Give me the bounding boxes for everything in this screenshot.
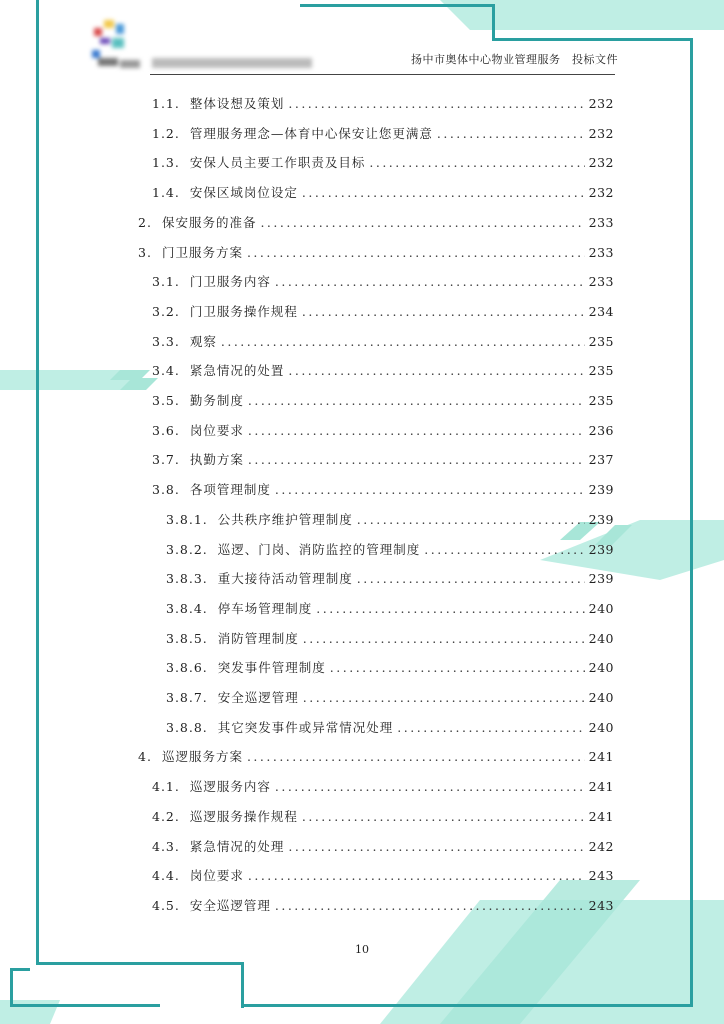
toc-entry-leader	[275, 898, 585, 913]
toc-entry-page: 237	[588, 452, 614, 468]
toc-entry[interactable]	[166, 599, 614, 621]
toc-entry-page: 235	[588, 393, 614, 408]
toc-entry-page: 241	[588, 779, 614, 795]
toc-entry-page: 242	[588, 838, 614, 854]
toc-entry-leader	[288, 363, 584, 378]
toc-entry-number: 4.4.	[152, 868, 180, 884]
toc-entry-title: 安保人员主要工作职责及目标	[189, 155, 366, 171]
toc-entry-leader	[247, 245, 585, 260]
toc-entry-number: 1.4.	[152, 185, 180, 201]
toc-entry-title: 消防管理制度	[217, 630, 299, 646]
toc-entry-page: 234	[588, 303, 614, 319]
toc-entry-page: 232	[588, 125, 614, 141]
toc-entry-title: 巡逻服务操作规程	[189, 808, 298, 824]
toc-entry-number: 3.8.4.	[166, 600, 208, 616]
toc-entry[interactable]	[166, 540, 614, 562]
toc-entry-title: 整体设想及策划	[189, 96, 285, 111]
toc-entry-leader	[316, 601, 584, 616]
toc-entry-page: 243	[588, 897, 614, 913]
toc-entry-page: 240	[588, 719, 614, 735]
toc-entry-page: 232	[588, 96, 614, 111]
border-frame-bottom-h	[241, 1004, 693, 1007]
toc-entry-title: 门卫服务方案	[161, 244, 243, 260]
toc-entry-leader	[248, 393, 585, 408]
toc-entry-leader	[221, 334, 585, 349]
toc-entry-number: 1.2.	[152, 125, 180, 141]
toc-entry-leader	[369, 155, 584, 170]
toc-entry-leader	[397, 720, 584, 735]
toc-entry-leader	[288, 96, 584, 111]
toc-entry[interactable]	[166, 510, 614, 532]
toc-entry-number: 4.1.	[152, 779, 180, 795]
toc-entry-title: 管理服务理念—体育中心保安让您更满意	[189, 125, 433, 141]
toc-entry-leader	[357, 512, 585, 527]
toc-entry-title: 勤务制度	[189, 393, 244, 408]
toc-entry-title: 安保区域岗位设定	[189, 185, 298, 201]
toc-entry-leader	[303, 690, 585, 705]
toc-entry[interactable]	[152, 183, 614, 205]
toc-entry-number: 3.1.	[152, 274, 180, 290]
toc-entry[interactable]	[166, 718, 614, 740]
toc-entry[interactable]	[138, 747, 614, 769]
border-frame-bottom-drop	[241, 962, 244, 1008]
border-frame-bottom	[36, 962, 244, 965]
toc-entry-leader	[260, 215, 584, 230]
toc-entry-page: 240	[588, 630, 614, 646]
toc-entry-title: 其它突发事件或异常情况处理	[217, 719, 394, 735]
toc-entry-page: 232	[588, 155, 614, 171]
toc-entry-title: 安全巡逻管理	[189, 897, 271, 913]
border-frame-left	[36, 0, 39, 964]
toc-entry-leader	[302, 304, 585, 319]
border-frame-bottom-left	[10, 1004, 160, 1007]
toc-entry[interactable]	[152, 807, 614, 829]
toc-entry-page: 233	[588, 244, 614, 260]
toc-entry-title: 各项管理制度	[189, 482, 271, 498]
toc-entry-page: 233	[588, 214, 614, 230]
toc-entry-title: 观察	[189, 333, 217, 349]
toc-entry-title: 公共秩序维护管理制度	[217, 511, 353, 527]
toc-entry[interactable]	[152, 450, 614, 472]
toc-entry[interactable]	[152, 837, 614, 859]
toc-entry-page: 240	[588, 690, 614, 705]
toc-entry-number: 4.5.	[152, 897, 180, 913]
toc-entry-title: 巡逻、门岗、消防监控的管理制度	[217, 541, 421, 557]
toc-entry[interactable]	[138, 213, 614, 235]
toc-entry-title: 安全巡逻管理	[217, 690, 299, 705]
toc-entry[interactable]	[166, 688, 614, 710]
toc-entry-number: 3.8.5.	[166, 630, 208, 646]
toc-entry-page: 233	[588, 274, 614, 290]
toc-entry-title: 紧急情况的处置	[189, 363, 285, 379]
company-logo	[82, 10, 314, 80]
toc-entry-leader	[330, 660, 585, 675]
toc-entry-number: 3.6.	[152, 422, 180, 438]
toc-entry-leader	[248, 452, 585, 467]
border-frame-top-right	[492, 4, 495, 40]
toc-entry[interactable]	[152, 896, 614, 918]
toc-entry-page: 239	[588, 571, 614, 587]
toc-entry-number: 3.8.6.	[166, 660, 208, 676]
toc-entry[interactable]	[152, 153, 614, 175]
toc-entry-page: 241	[588, 808, 614, 824]
toc-entry-title: 岗位要求	[189, 868, 244, 884]
toc-entry[interactable]	[138, 243, 614, 265]
toc-entry-number: 1.1.	[152, 96, 180, 111]
toc-entry-number: 3.8.1.	[166, 511, 208, 527]
toc-entry-title: 停车场管理制度	[217, 600, 313, 616]
border-frame-top	[300, 4, 492, 7]
toc-entry-number: 3.2.	[152, 303, 180, 319]
toc-entry[interactable]	[152, 124, 614, 146]
toc-entry-page: 236	[588, 422, 614, 438]
toc-entry-number: 3.8.8.	[166, 719, 208, 735]
toc-entry-leader	[302, 185, 585, 200]
toc-entry-title: 突发事件管理制度	[217, 660, 326, 676]
toc-entry-leader	[303, 631, 585, 646]
toc-entry-leader	[248, 423, 585, 438]
toc-entry[interactable]	[152, 272, 614, 294]
toc-entry-page: 235	[588, 363, 614, 379]
toc-entry[interactable]	[152, 777, 614, 799]
toc-entry[interactable]	[152, 94, 614, 116]
toc-entry[interactable]	[152, 361, 614, 383]
toc-entry-number: 3.8.7.	[166, 690, 208, 705]
toc-entry-number: 3.8.2.	[166, 541, 208, 557]
toc-entry-number: 3.3.	[152, 333, 180, 349]
toc-entry[interactable]	[166, 629, 614, 651]
toc-entry-title: 巡逻服务方案	[161, 749, 243, 765]
toc-entry-leader	[275, 482, 585, 497]
header-rule	[150, 74, 615, 75]
toc-entry-title: 门卫服务内容	[189, 274, 271, 290]
toc-entry-number: 4.2.	[152, 808, 180, 824]
border-frame-bottom-left-h	[10, 968, 30, 971]
toc-entry-leader	[248, 868, 585, 883]
toc-entry-leader	[357, 571, 585, 586]
toc-entry[interactable]	[152, 391, 614, 413]
border-frame-top-right-h	[492, 38, 692, 41]
toc-entry-page: 240	[588, 660, 614, 676]
toc-entry-number: 2.	[138, 214, 152, 230]
toc-entry-title: 保安服务的准备	[161, 214, 257, 230]
toc-entry-leader	[275, 779, 585, 794]
toc-entry-title: 紧急情况的处理	[189, 838, 285, 854]
toc-entry-title: 巡逻服务内容	[189, 779, 271, 795]
toc-entry-leader	[424, 542, 584, 557]
toc-entry-number: 3.8.3.	[166, 571, 208, 587]
toc-entry-number: 4.3.	[152, 838, 180, 854]
toc-entry-leader	[247, 749, 585, 764]
toc-entry-leader	[437, 126, 585, 141]
toc-entry-title: 重大接待活动管理制度	[217, 571, 353, 587]
toc-entry[interactable]	[152, 302, 614, 324]
toc-entry-page: 239	[588, 511, 614, 527]
toc-entry[interactable]	[166, 569, 614, 591]
toc-entry-leader	[288, 839, 584, 854]
toc-entry-number: 3.4.	[152, 363, 180, 379]
toc-entry[interactable]	[152, 332, 614, 354]
toc-entry-leader	[302, 809, 585, 824]
toc-entry-page: 243	[588, 868, 614, 884]
toc-entry-number: 3.	[138, 244, 152, 260]
toc-entry-title: 岗位要求	[189, 422, 244, 438]
toc-entry-page: 239	[588, 482, 614, 498]
toc-entry-title: 执勤方案	[189, 452, 244, 468]
toc-entry-page: 235	[588, 333, 614, 349]
toc-entry[interactable]	[166, 658, 614, 680]
toc-entry-number: 3.5.	[152, 393, 180, 408]
toc-entry-page: 232	[588, 185, 614, 201]
page-number: 10	[355, 943, 369, 956]
border-frame-right	[690, 38, 693, 1006]
toc-entry-number: 3.8.	[152, 482, 180, 498]
toc-entry-page: 241	[588, 749, 614, 765]
toc-entry-number: 1.3.	[152, 155, 180, 171]
border-frame-bottom-left-v	[10, 970, 13, 1006]
toc-entry[interactable]	[152, 421, 614, 443]
toc-entry-leader	[275, 274, 585, 289]
toc-entry-page: 240	[588, 600, 614, 616]
toc-entry-page: 239	[588, 541, 614, 557]
toc-entry-title: 门卫服务操作规程	[189, 303, 298, 319]
toc-entry[interactable]	[152, 866, 614, 888]
toc-entry-number: 4.	[138, 749, 152, 765]
toc-entry-number: 3.7.	[152, 452, 180, 468]
document-header-title: 扬中市奥体中心物业管理服务 投标文件	[411, 53, 618, 66]
toc-entry[interactable]	[152, 480, 614, 502]
